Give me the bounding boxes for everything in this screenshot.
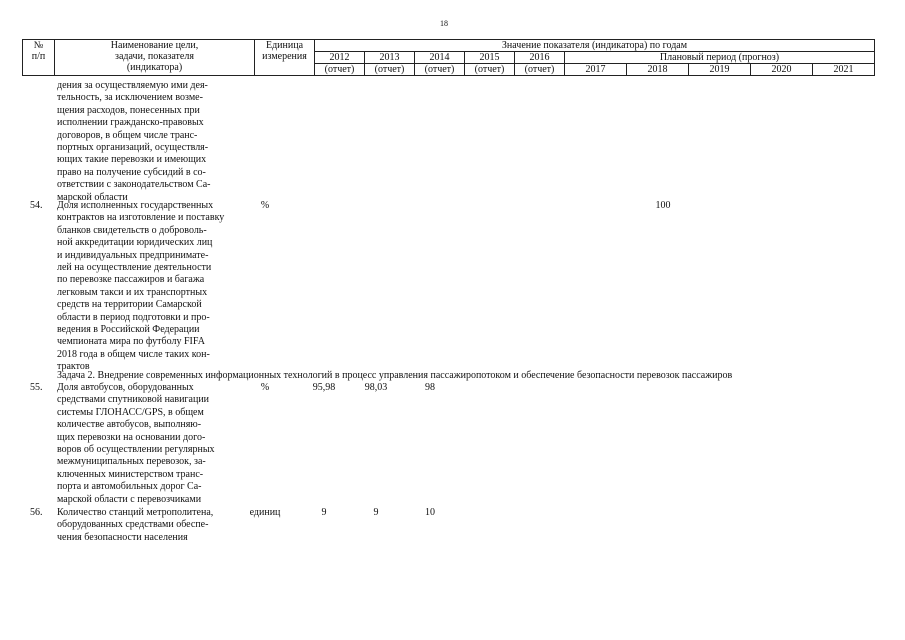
header-plan-year: 2021: [813, 64, 875, 76]
row-number: 56.: [30, 507, 43, 518]
header-report-label: (отчет): [315, 64, 365, 76]
page-number: 18: [440, 19, 448, 28]
value-2014: 10: [425, 507, 435, 518]
header-report-label: (отчет): [515, 64, 565, 76]
indicator-name: Количество станций метрополитена, оборудованных средствами обеспе- чения безопасности населения: [57, 507, 214, 543]
continued-indicator-text: дения за осуществляемую ими дея- тельность, за исключением возме- щения расходов, понесенных при исполнении гражданско-правовых договоров, в общем числе транс- портных организаций, осуществля- ющих такие перевозки и имеющих право на получение субсидий в со- ответствии с законодательством Са- марской области: [57, 80, 211, 203]
header-plan-year: 2019: [689, 64, 751, 76]
header-plan-year: 2017: [565, 64, 627, 76]
indicator-name: Доля автобусов, оборудованных средствами спутниковой навигации системы ГЛОНАСС/GPS, в общем количестве автобусов, выполняю- щих перевозки на основании дого- воров об осуществлении регулярных межмуниципальных перевозок, за- ключенных министерством транс- порта и автомобильных дорог Са- марской области с перевозчиками: [57, 382, 215, 505]
value-2014: 98: [425, 382, 435, 393]
row-number: 54.: [30, 200, 43, 211]
header-year: 2015: [465, 52, 515, 64]
header-report-label: (отчет): [415, 64, 465, 76]
header-report-label: (отчет): [365, 64, 415, 76]
header-plan-year: 2018: [627, 64, 689, 76]
value-2013: 98,03: [364, 382, 388, 393]
row-number: 55.: [30, 382, 43, 393]
header-year: 2016: [515, 52, 565, 64]
header-unit: Единица измерения: [255, 40, 315, 76]
header-year: 2013: [365, 52, 415, 64]
indicator-unit: %: [260, 200, 270, 211]
indicator-table-header: [22, 39, 875, 76]
header-values-title: Значение показателя (индикатора) по годам: [315, 40, 875, 52]
header-plan-year: 2020: [751, 64, 813, 76]
indicator-unit: единиц: [249, 507, 281, 518]
value-2013: 9: [373, 507, 379, 518]
indicator-unit: %: [260, 382, 270, 393]
header-plan-title: Плановый период (прогноз): [565, 52, 875, 64]
value-2012: 9: [321, 507, 327, 518]
header-year: 2014: [415, 52, 465, 64]
header-report-label: (отчет): [465, 64, 515, 76]
value-2012: 95,98: [312, 382, 336, 393]
value-2018: 100: [655, 200, 671, 211]
header-num: № п/п: [23, 40, 55, 76]
header-year: 2012: [315, 52, 365, 64]
indicator-name: Доля исполненных государственных контрактов на изготовление и поставку бланков свидетельств о доброволь- ной аккредитации юридических лиц и индивидуальных предпринимате- лей на осуществление деятельности по перевозке пассажиров и багажа легковым такси и их транспортных средств на территории Самарской области в период подготовки и про- ведения в Российской Федерации чемпионата мира по футболу FIFA 2018 года в общем числе таких кон- трактов: [57, 200, 225, 373]
header-name: Наименование цели, задачи, показателя (индикатора): [55, 40, 255, 76]
task-heading: Задача 2. Внедрение современных информационных технологий в процесс управления пассажиропотоком и обеспечение безопасности перевозок пассажиров: [57, 370, 733, 381]
